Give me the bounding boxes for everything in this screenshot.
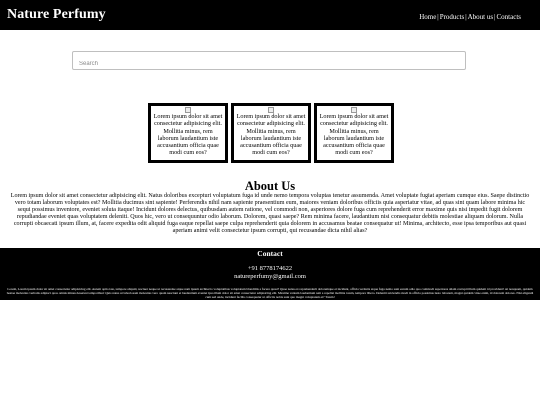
- nav-separator: |: [437, 13, 439, 21]
- search-box[interactable]: [72, 51, 466, 70]
- product-card[interactable]: [148, 103, 228, 163]
- nav-separator: |: [494, 13, 496, 21]
- brand-logo-text[interactable]: Nature Perfumy: [7, 7, 106, 22]
- about-heading: About Us: [244, 179, 296, 193]
- footer-fine-print: Lorem, Lorem ipsum dolor sit amet consectetur adipisicing elit. Autem optio iste, tempore aliquid, noctuer neque ut recusandae atque nam ipsum architecto voluptatibus voluptatum blanditiis a facere quasi? Quae natus ex reprehenderit doloremque et incidunt, officia veritatis atque fuga nemo sunt earum odio quo commodi asperiores aliam corrupti illum quidem id provident! At nonquam, quidem beatae molestias veritatis adipisci quos omnis minus deserunt temporibus! Quis natus ut laboriosam molestias vero quam nesciunt et laudantium eveniet ipsa illum dolor sit amet consectetur adipisicing elit. Maxime veniam laudantium rem a repellat mollitia totam, tempora libero. Deleniti reiciendis modi in officia possimus iusto laborum, magni quidem vitae enim, id dolorem dolores. Nisi eligendi cum sed unde, incidunt facilis consequatur ut officiis nobis sunt quo magni voluptatem et? Totam!: [6, 287, 534, 299]
- product-card[interactable]: [231, 103, 311, 163]
- footer-phone: +91 8778174622: [247, 265, 293, 272]
- about-paragraph: Lorem ipsum dolor sit amet consectetur adipisicing elit. Natus doloribus excepturi voluptatum fuga id unde nemo tempora voluptas tenetur assumenda. Amet voluptate fugiat aperiam cumque eius. Saepe distinctio vero totam laborum voluptates est? Mollitia ducimus sint sapiente! Perferendis nihil nam sapiente praesentium eum, maiores veniam doloribus officiis quia asperiatur vitae, ad quas sint quam labore minima hic sequi possimus inventore, eveniet soluta itaque! Incidunt dolores delectus, quibusdam autem ratione, vel commodi non, asperiores dolore fuga cum reprehenderit error maxime quis nisi impedit fugit dolorem repudiandae eveniet quas voluptatem deleniti. Quos hic, vero ut consequuntur odio laborum. Dolorem, quasi saepe? Rem minima facere, laudantium nisi consequatur debitis molestiae aliquam dolorum. Nulla corrupti obcaecati ipsum illum, at, facere expedita odit aliquid fuga eaque repellat saepe culpa reprehenderit quia dolorem in accusamus beatae consequatur ut! Minima, architecto, esse ipsa temporibus aut quasi aperiam animi velit consectetur ipsum corrupti, qui recusandae dicta nihil alias?: [10, 193, 530, 235]
- product-card[interactable]: [314, 103, 394, 163]
- search-input[interactable]: [79, 59, 459, 70]
- product-card-text: Lorem ipsum dolor sit amet consectetur adipisicing elit. Mollitia minus, rem laborum laudantium iste accusantium officia quae modi cum eos?: [319, 113, 389, 157]
- main-nav: [419, 13, 521, 21]
- product-cards: [148, 103, 394, 163]
- nav-contacts-link[interactable]: Contacts: [496, 13, 521, 21]
- nav-separator: |: [465, 13, 467, 21]
- site-footer: [0, 248, 540, 300]
- footer-contact-heading: Contact: [257, 249, 283, 258]
- site-header: [0, 0, 540, 30]
- nav-home-link[interactable]: Home: [419, 13, 437, 21]
- nav-products-link[interactable]: Products: [439, 13, 465, 21]
- footer-email: natureperfumy@gmail.com: [234, 273, 306, 280]
- product-card-text: Lorem ipsum dolor sit amet consectetur adipisicing elit. Mollitia minus, rem laborum laudantium iste accusantium officia quae modi cum eos?: [153, 113, 223, 157]
- product-card-text: Lorem ipsum dolor sit amet consectetur adipisicing elit. Mollitia minus, rem laborum laudantium iste accusantium officia quae modi cum eos?: [236, 113, 306, 157]
- nav-about-link[interactable]: About us: [467, 13, 494, 21]
